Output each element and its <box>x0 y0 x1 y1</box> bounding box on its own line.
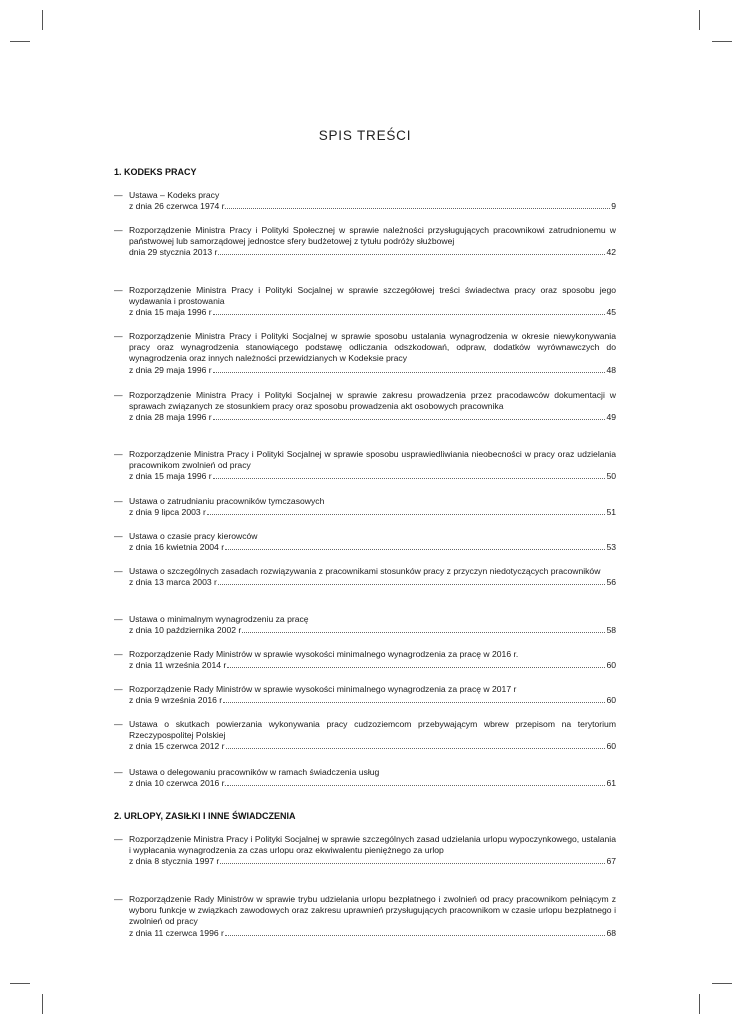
crop-mark-top-right-vertical <box>699 10 700 30</box>
entry-title: Rozporządzenie Rady Ministrów w sprawie wysokości minimalnego wynagrodzenia za pracę w 2016 r. <box>129 649 519 659</box>
entry-dash: — <box>114 767 123 777</box>
entry-page-number: 67 <box>606 856 616 867</box>
entry-date: z dnia 26 czerwca 1974 r. <box>129 201 227 212</box>
toc-entry[interactable] <box>114 331 616 376</box>
entry-date-line <box>129 856 616 867</box>
entry-page-number: 42 <box>606 247 616 258</box>
toc-entry[interactable] <box>114 614 616 636</box>
entry-date-line <box>129 507 616 518</box>
toc-entry[interactable] <box>114 225 616 259</box>
entry-dash: — <box>114 331 123 341</box>
entry-dash: — <box>114 566 123 576</box>
toc-entry[interactable] <box>114 449 616 483</box>
entry-date-line <box>129 778 616 789</box>
entry-dash: — <box>114 649 123 659</box>
entry-date: z dnia 9 września 2016 r <box>129 695 223 706</box>
dot-leader <box>225 549 605 550</box>
entry-title: Rozporządzenie Ministra Pracy i Polityki Socjalnej w sprawie zakresu prowadzenia przez pracodawców dokumentacji w sprawach związanych ze stosunkiem pracy oraz sposobu prowadzenia akt osobowych pracownika <box>129 390 616 412</box>
toc-entry[interactable] <box>114 390 616 424</box>
dot-leader <box>213 372 606 373</box>
entry-dash: — <box>114 894 123 904</box>
toc-entry[interactable] <box>114 834 616 868</box>
entry-title: Ustawa o czasie pracy kierowców <box>129 531 258 541</box>
entry-date-line <box>129 471 616 482</box>
entry-date: z dnia 10 października 2002 r <box>129 625 242 636</box>
entry-date-line <box>129 660 616 671</box>
toc-entry[interactable] <box>114 719 616 753</box>
entry-date-line <box>129 247 616 258</box>
entry-page-number: 68 <box>606 927 616 938</box>
dot-leader <box>218 584 606 585</box>
entry-page-number: 60 <box>606 695 616 706</box>
dot-leader <box>242 632 605 633</box>
entry-date: z dnia 10 czerwca 2016 r. <box>129 778 227 789</box>
entry-dash: — <box>114 719 123 729</box>
entry-title: Rozporządzenie Ministra Pracy i Polityki Socjalnej w sprawie szczegółowej treści świadectwa pracy oraz sposobu jego wydawania i prostowania <box>129 285 616 307</box>
crop-mark-bottom-right-horizontal <box>712 983 732 984</box>
entry-page-number: 60 <box>606 741 616 752</box>
crop-mark-bottom-right-vertical <box>699 994 700 1014</box>
entry-date-line <box>129 741 616 752</box>
entry-page-number: 51 <box>606 507 616 518</box>
entry-date-line <box>129 577 616 588</box>
entry-title: Rozporządzenie Ministra Pracy i Polityki Społecznej w sprawie należności przysługujących pracownikowi zatrudnionemu w państwowej lub samorządowej jednostce sfery budżetowej z tytułu podróży służbowej <box>129 225 616 247</box>
toc-entry[interactable] <box>114 894 616 939</box>
dot-leader <box>213 478 606 479</box>
entry-page-number: 49 <box>606 412 616 423</box>
entry-title: Ustawa o minimalnym wynagrodzeniu za pracę <box>129 614 309 624</box>
entry-dash: — <box>114 496 123 506</box>
entry-title: Ustawa o delegowaniu pracowników w ramach świadczenia usług <box>129 767 380 777</box>
entry-date: z dnia 28 maja 1996 r <box>129 412 212 423</box>
section-heading: 2. URLOPY, ZASIŁKI I INNE ŚWIADCZENIA <box>114 811 296 821</box>
entry-date-line <box>129 928 616 939</box>
entry-date: z dnia 15 czerwca 2012 r <box>129 741 225 752</box>
entry-page-number: 50 <box>606 471 616 482</box>
dot-leader <box>227 785 605 786</box>
entry-title: Rozporządzenie Ministra Pracy i Polityki Socjalnej w sprawie sposobu ustalania wynagrodzenia w okresie niewykonywania pracy oraz wynagrodzenia stanowiącego podstawę odliczania odszkodowań, odpraw, dodatków wyrównawczych do wynagrodzenia oraz innych należności przewidzianych w Kodeksie pracy <box>129 331 616 364</box>
entry-title: Rozporządzenie Ministra Pracy i Polityki Socjalnej w sprawie sposobu usprawiedliwiania nieobecności w pracy oraz udzielania pracownikom zwolnień od pracy <box>129 449 616 471</box>
entry-date: z dnia 15 maja 1996 r <box>129 307 212 318</box>
toc-entry[interactable] <box>114 649 616 671</box>
entry-date-line <box>129 542 616 553</box>
entry-date-line <box>129 365 616 376</box>
entry-date-line <box>129 695 616 706</box>
toc-entry[interactable] <box>114 684 616 706</box>
entry-page-number: 9 <box>611 201 616 212</box>
toc-entry[interactable] <box>114 566 616 588</box>
entry-date: z dnia 11 września 2014 r <box>129 660 227 671</box>
entry-title: Rozporządzenie Rady Ministrów w sprawie wysokości minimalnego wynagrodzenia za pracę w 2017 r <box>129 684 517 694</box>
dot-leader <box>223 702 605 703</box>
dot-leader <box>218 254 605 255</box>
entry-date: dnia 29 stycznia 2013 r <box>129 247 218 258</box>
toc-entry[interactable] <box>114 531 616 553</box>
toc-entry[interactable] <box>114 285 616 319</box>
crop-mark-top-left-horizontal <box>10 41 30 42</box>
entry-date: z dnia 29 maja 1996 r <box>129 364 212 375</box>
entry-dash: — <box>114 390 123 400</box>
entry-date-line <box>129 307 616 318</box>
entry-title: Ustawa o skutkach powierzania wykonywania pracy cudzoziemcom przebywającym wbrew przepisom na terytorium Rzeczypospolitej Polskiej <box>129 719 616 741</box>
entry-dash: — <box>114 834 123 844</box>
toc-entry[interactable] <box>114 496 616 518</box>
entry-dash: — <box>114 285 123 295</box>
toc-entry[interactable] <box>114 767 616 789</box>
entry-title: Rozporządzenie Ministra Pracy i Polityki Socjalnej w sprawie szczególnych zasad udzielania urlopu wypoczynkowego, ustalania i wypłacania wynagrodzenia za czas urlopu oraz ekwiwalentu pieniężnego za urlop <box>129 834 616 856</box>
entry-page-number: 56 <box>606 577 616 588</box>
section-heading: 1. KODEKS PRACY <box>114 167 197 177</box>
entry-page-number: 60 <box>606 660 616 671</box>
dot-leader <box>227 667 605 668</box>
entry-date: z dnia 15 maja 1996 r <box>129 471 212 482</box>
entry-page-number: 61 <box>606 778 616 789</box>
entry-title: Ustawa – Kodeks pracy <box>129 190 220 200</box>
dot-leader <box>207 514 606 515</box>
entry-title: Ustawa o szczególnych zasadach rozwiązywania z pracownikami stosunków pracy z przyczyn niedotyczących pracowników <box>129 566 601 576</box>
entry-date-line <box>129 625 616 636</box>
entry-dash: — <box>114 225 123 235</box>
entry-date: z dnia 8 stycznia 1997 r <box>129 856 220 867</box>
entry-title: Rozporządzenie Rady Ministrów w sprawie trybu udzielania urlopu bezpłatnego i zwolnień od pracy pracownikom pełniącym z wyboru funkcje w związkach zawodowych oraz zakresu uprawnień przysługujących pracownikom w czasie urlopu bezpłatnego i zwolnień od pracy <box>129 894 616 927</box>
toc-entry[interactable] <box>114 190 616 212</box>
entry-date-line <box>129 412 616 423</box>
page-title: SPIS TREŚCI <box>318 128 412 143</box>
entry-dash: — <box>114 190 123 200</box>
dot-leader <box>226 748 606 749</box>
dot-leader <box>227 208 610 209</box>
entry-page-number: 48 <box>606 364 616 375</box>
entry-dash: — <box>114 684 123 694</box>
entry-dash: — <box>114 531 123 541</box>
crop-mark-top-right-horizontal <box>712 41 732 42</box>
dot-leader <box>213 419 606 420</box>
entry-date: z dnia 16 kwietnia 2004 r <box>129 542 225 553</box>
dot-leader <box>225 935 606 936</box>
crop-mark-bottom-left-vertical <box>42 994 43 1014</box>
entry-date-line <box>129 201 616 212</box>
entry-date: z dnia 9 lipca 2003 r <box>129 507 206 518</box>
crop-mark-bottom-left-horizontal <box>10 983 30 984</box>
entry-page-number: 53 <box>606 542 616 553</box>
entry-page-number: 58 <box>606 625 616 636</box>
dot-leader <box>220 863 605 864</box>
crop-mark-top-left-vertical <box>42 10 43 30</box>
entry-title: Ustawa o zatrudnianiu pracowników tymczasowych <box>129 496 325 506</box>
dot-leader <box>213 314 606 315</box>
entry-date: z dnia 13 marca 2003 r <box>129 577 217 588</box>
entry-page-number: 45 <box>606 307 616 318</box>
entry-date: z dnia 11 czerwca 1996 r <box>129 927 224 938</box>
entry-dash: — <box>114 614 123 624</box>
entry-dash: — <box>114 449 123 459</box>
